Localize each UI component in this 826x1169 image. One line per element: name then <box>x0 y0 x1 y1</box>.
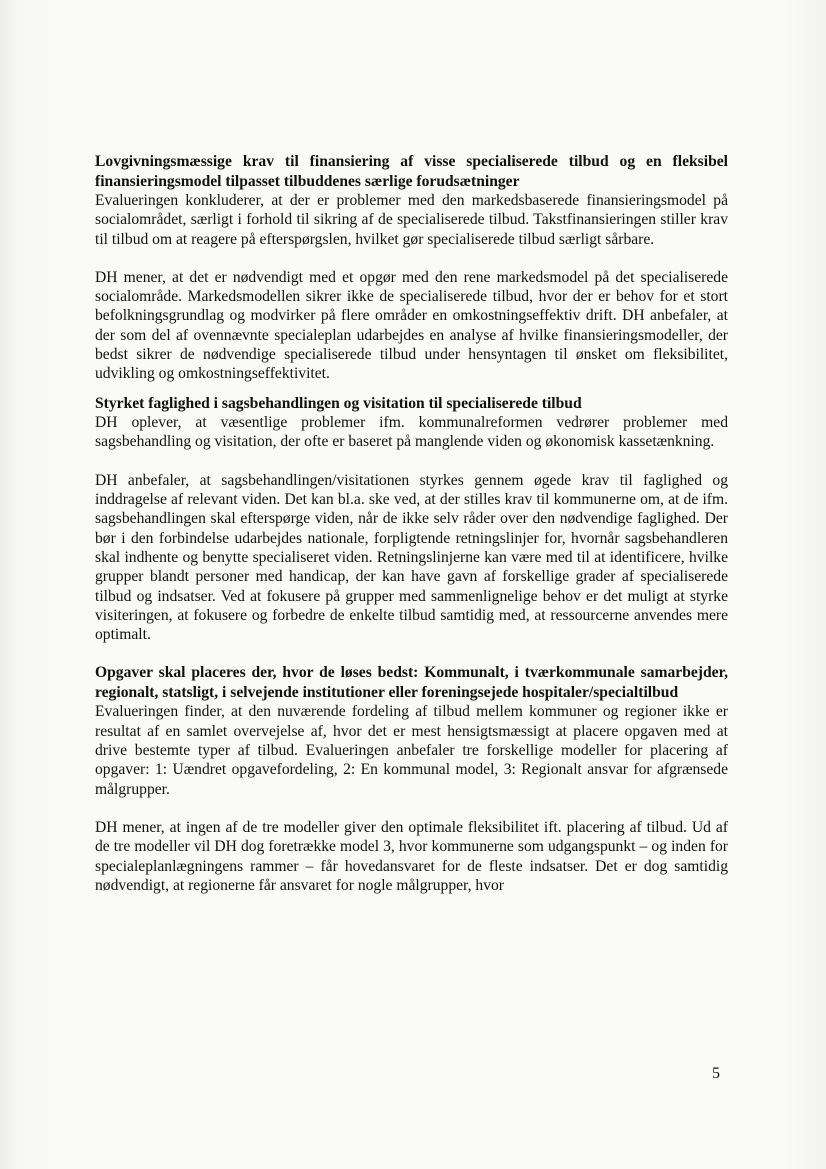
section-heading: Opgaver skal placeres der, hvor de løses bedst: Kommunalt, i tværkommunale samarbejder, regionalt, statsligt, i selvejende institutioner eller foreningsejede hospitaler/specialtilbud <box>95 664 728 701</box>
section-case-handling <box>95 394 728 645</box>
section-financing <box>95 152 728 384</box>
page-content <box>95 152 728 895</box>
page-number: 5 <box>712 1065 720 1082</box>
paragraph: Evalueringen konkluderer, at der er problemer med den markedsbaserede finansieringsmodel på socialområdet, særligt i forhold til sikring af de specialiserede tilbud. Takstfinansieringen stiller krav til tilbud om at reagere på efterspørgslen, hvilket gør specialiserede tilbud særligt sårbare. <box>95 192 728 248</box>
paragraph: DH mener, at ingen af de tre modeller giver den optimale fleksibilitet ift. placering af tilbud. Ud af de tre modeller vil DH dog foretrække model 3, hvor kommunerne som udgangspunkt – og inden for specialeplanlægningens rammer – får hovedansvaret for de fleste indsatser. Det er dog samtidig nødvendigt, at regionerne får ansvaret for nogle målgrupper, hvor <box>95 818 728 894</box>
section-heading: Lovgivningsmæssige krav til finansiering af visse specialiserede tilbud og en fleksibel finansieringsmodel tilpasset tilbuddenes særlige forudsætninger <box>95 153 728 190</box>
paragraph: DH anbefaler, at sagsbehandlingen/visitationen styrkes gennem øgede krav til faglighed og inddragelse af relevant viden. Det kan bl.a. ske ved, at der stilles krav til kommunerne om, at de ifm. sagsbehandlingen skal efterspørge viden, når de ikke selv råder over den nødvendige faglighed. Der bør i den forbindelse udarbejdes nationale, forpligtende retningslinjer for, hvornår sagsbehandleren skal indhente og benytte specialiseret viden. Retningslinjerne kan være med til at identificere, hvilke grupper blandt personer med handicap, der kan have gavn af forskellige grader af specialiserede tilbud og indsatser. Ved at fokusere på grupper med sammenlignelige behov er det muligt at styrke visiteringen, at fokusere og forbedre de enkelte tilbud samtidig med, at ressourcerne anvendes mere optimalt. <box>95 471 728 644</box>
section-heading: Styrket faglighed i sagsbehandlingen og visitation til specialiserede tilbud <box>95 394 582 412</box>
section-task-placement <box>95 663 728 895</box>
paragraph: DH mener, at det er nødvendigt med et opgør med den rene markedsmodel på det specialiserede socialområde. Markedsmodellen sikrer ikke de specialiserede tilbud, hvor der er behov for et stort befolkningsgrundlag og modvirker på flere områder en omkostningseffektiv drift. DH anbefaler, at der som del af ovennævnte specialeplan udarbejdes en analyse af hvilke finansieringsmodeller, der bedst sikrer de nødvendige specialiserede tilbud under hensyntagen til ønsket om fleksibilitet, udvikling og omkostningseffektivitet. <box>95 268 728 383</box>
paragraph: Evalueringen finder, at den nuværende fordeling af tilbud mellem kommuner og regioner ikke er resultat af en samlet overvejelse af, hvor det er mest hensigtsmæssigt at placere opgaven med at drive bestemte typer af tilbud. Evalueringen anbefaler tre forskellige modeller for placering af opgaver: 1: Uændret opgavefordeling, 2: En kommunal model, 3: Regionalt ansvar for afgrænsede målgrupper. <box>95 703 728 798</box>
paragraph: DH oplever, at væsentlige problemer ifm. kommunalreformen vedrører problemer med sagsbehandling og visitation, der ofte er baseret på manglende viden og økonomisk kassetænkning. <box>95 414 728 451</box>
